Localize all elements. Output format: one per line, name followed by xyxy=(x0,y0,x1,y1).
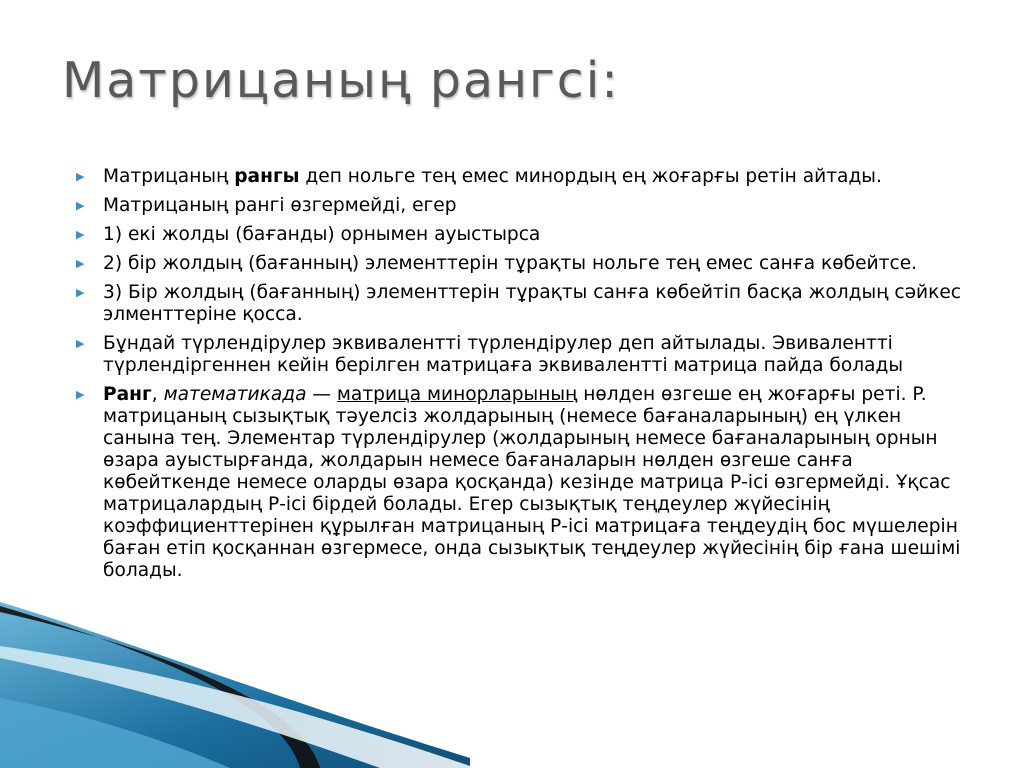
underlined-link[interactable]: матрица минорларының xyxy=(336,384,578,405)
item-text-part: Матрицаның xyxy=(103,166,235,187)
item-text: Матрицаның рангі өзгермейді, егер xyxy=(103,195,457,216)
list-item xyxy=(76,253,976,275)
italic-term: математикада xyxy=(163,384,307,405)
list-item xyxy=(76,224,976,246)
bullet-arrow-icon: ▶ xyxy=(76,388,85,401)
bold-term: Ранг xyxy=(103,384,152,405)
list-item xyxy=(76,384,976,582)
bullet-arrow-icon: ▶ xyxy=(76,170,85,183)
item-text: 1) екі жолды (бағанды) орнымен ауыстырса xyxy=(103,224,541,245)
item-text xyxy=(103,384,960,581)
list-item xyxy=(76,195,976,217)
slide-title: Матрицаның рангсі: xyxy=(62,52,620,109)
item-text-part: нөлден өзгеше ең жоғарғы реті. P. матрицаның сызықтық тәуелсіз жолдарының (немесе бағаналарының) ең үлкен санына тең. Элементар түрлендірулер (жолдарының немесе бағаналарының орнын өзара ауыстырғанда, жолдарын немесе бағаналарын нөлден өзгеше санға көбейткенде немесе оларды өзара қосқанда) кезінде матрица Р-ісі өзгермейді. Ұқсас матрицалардың Р-ісі бірдей болады. Егер сызықтық теңдеулер жүйесінің коэффициенттерінен құрылған матрицаның Р-ісі матрицаға теңдеудің бос мүшелерін баған етіп қосқаннан өзгермесе, онда сызықтық теңдеулер жүйесінің бір ғана шешімі болады. xyxy=(103,384,961,581)
list-item xyxy=(76,282,976,326)
bullet-arrow-icon: ▶ xyxy=(76,199,85,212)
item-text-part: деп нольге тең емес минордың ең жоғарғы ретін айтады. xyxy=(299,166,882,187)
item-text: Бұндай түрлендірулер эквиваленттi түрлендiрулер деп айтылады. Эвиваленттi түрлендiргеннен кейiн берiлген матрицаға эквиваленттi матрица пайда болады xyxy=(103,333,904,376)
list-item xyxy=(76,166,976,188)
item-text xyxy=(103,166,882,187)
item-text: 3) Бір жолдың (бағанның) элементтерін тұрақты санға көбейтіп басқа жолдың сәйкес элменттеріне қосса. xyxy=(103,282,961,325)
bold-term: рангы xyxy=(234,166,300,187)
item-text: 2) бір жолдың (бағанның) элементтерін тұрақты нольге тең емес санға көбейтсе. xyxy=(103,253,918,274)
decorative-waves xyxy=(0,598,470,768)
item-text-part: , xyxy=(151,384,164,405)
bullet-arrow-icon: ▶ xyxy=(76,286,85,299)
list-item xyxy=(76,333,976,377)
bullet-arrow-icon: ▶ xyxy=(76,228,85,241)
bullet-list xyxy=(76,166,976,589)
bullet-arrow-icon: ▶ xyxy=(76,257,85,270)
item-text-part: — xyxy=(306,384,337,405)
bullet-arrow-icon: ▶ xyxy=(76,337,85,350)
